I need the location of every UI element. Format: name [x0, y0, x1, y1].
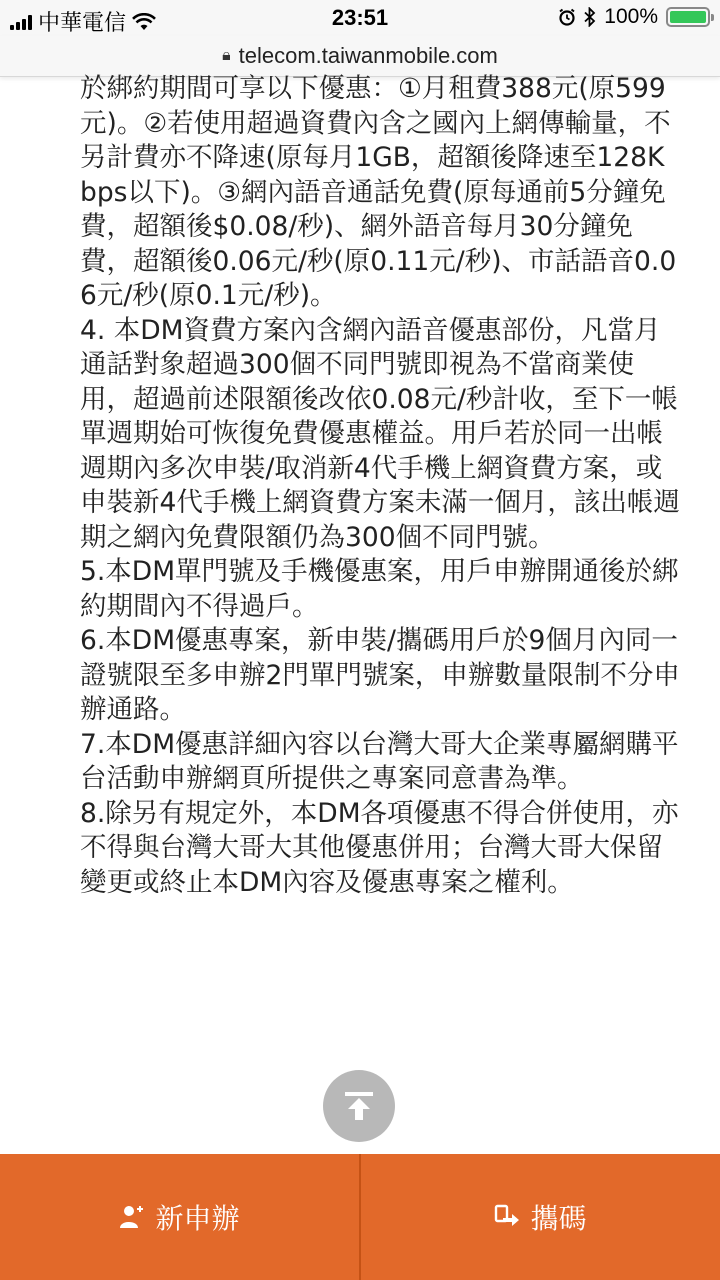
clock: 23:51 — [331, 5, 389, 30]
port-label: 攜碼 — [530, 1202, 587, 1235]
address-bar[interactable] — [0, 36, 720, 77]
terms-paragraph: 5.本DM單門號及手機優惠案，用戶申辦開通後於綁約期間內不得過戶。 — [80, 556, 679, 622]
terms-paragraph: 於綁約期間可享以下優惠：①月租費388元(原599元)。②若使用超過資費內含之國內上網傳輸量，不另計費亦不降速(原每月1GB，超額後降速至128Kbps以下)。③網內語音通話免費(原每通前5分鐘免費，超額後$0.08/秒)、網外語音每月30分鐘免費，超額後0.06元/秒(原0.11元/秒)、市話語音0.06元/秒(原0.1元/秒)。 — [80, 73, 677, 311]
terms-paragraph: 8.除另有規定外，本DM各項優惠不得合併使用，亦不得與台灣大哥大其他優惠併用；台灣大哥大保留變更或終止本DM內容及優惠專案之權利。 — [80, 797, 679, 898]
add-user-icon — [119, 1204, 145, 1230]
bottom-action-bar — [0, 1154, 720, 1280]
transfer-icon — [494, 1204, 520, 1230]
terms-paragraph: 6.本DM優惠專案，新申裝/攜碼用戶於9個月內同一證號限至多申辦2門單門號案，申辦數量限制不分申辦通路。 — [80, 625, 680, 725]
battery-fill — [670, 11, 706, 23]
back-to-top-button[interactable] — [323, 1070, 395, 1142]
battery-percent: 100% — [604, 5, 658, 28]
arrow-up-icon — [342, 1089, 376, 1123]
lock-icon: 🔒︎ — [222, 47, 231, 64]
status-bar — [0, 0, 720, 36]
status-right — [558, 5, 710, 29]
battery-icon — [666, 7, 710, 27]
terms-paragraph: 4. 本DM資費方案內含網內語音優惠部份，凡當月通話對象超過300個不同門號即視為不當商業使用，超過前述限額後改依0.08元/秒計收，至下一帳單週期始可恢復免費優惠權益。用戶若於同一出帳週期內多次申裝/取消新4代手機上網資費方案，或申裝新4代手機上網資費方案未滿一個月，該出帳週期之網內免費限額仍為300個不同門號。 — [80, 314, 680, 553]
new-apply-button[interactable] — [0, 1154, 359, 1280]
terms-paragraph: 7.本DM優惠詳細內容以台灣大哥大企業專屬網購平台活動申辦網頁所提供之專案同意書為準。 — [80, 728, 679, 794]
url-text: telecom.taiwanmobile.com — [238, 43, 498, 68]
port-number-button[interactable] — [359, 1154, 720, 1280]
bluetooth-icon — [584, 7, 596, 27]
terms-content — [80, 72, 680, 900]
alarm-icon — [558, 8, 576, 26]
new-apply-label: 新申辦 — [155, 1202, 240, 1235]
carrier-name: 中華電信 — [38, 10, 127, 35]
